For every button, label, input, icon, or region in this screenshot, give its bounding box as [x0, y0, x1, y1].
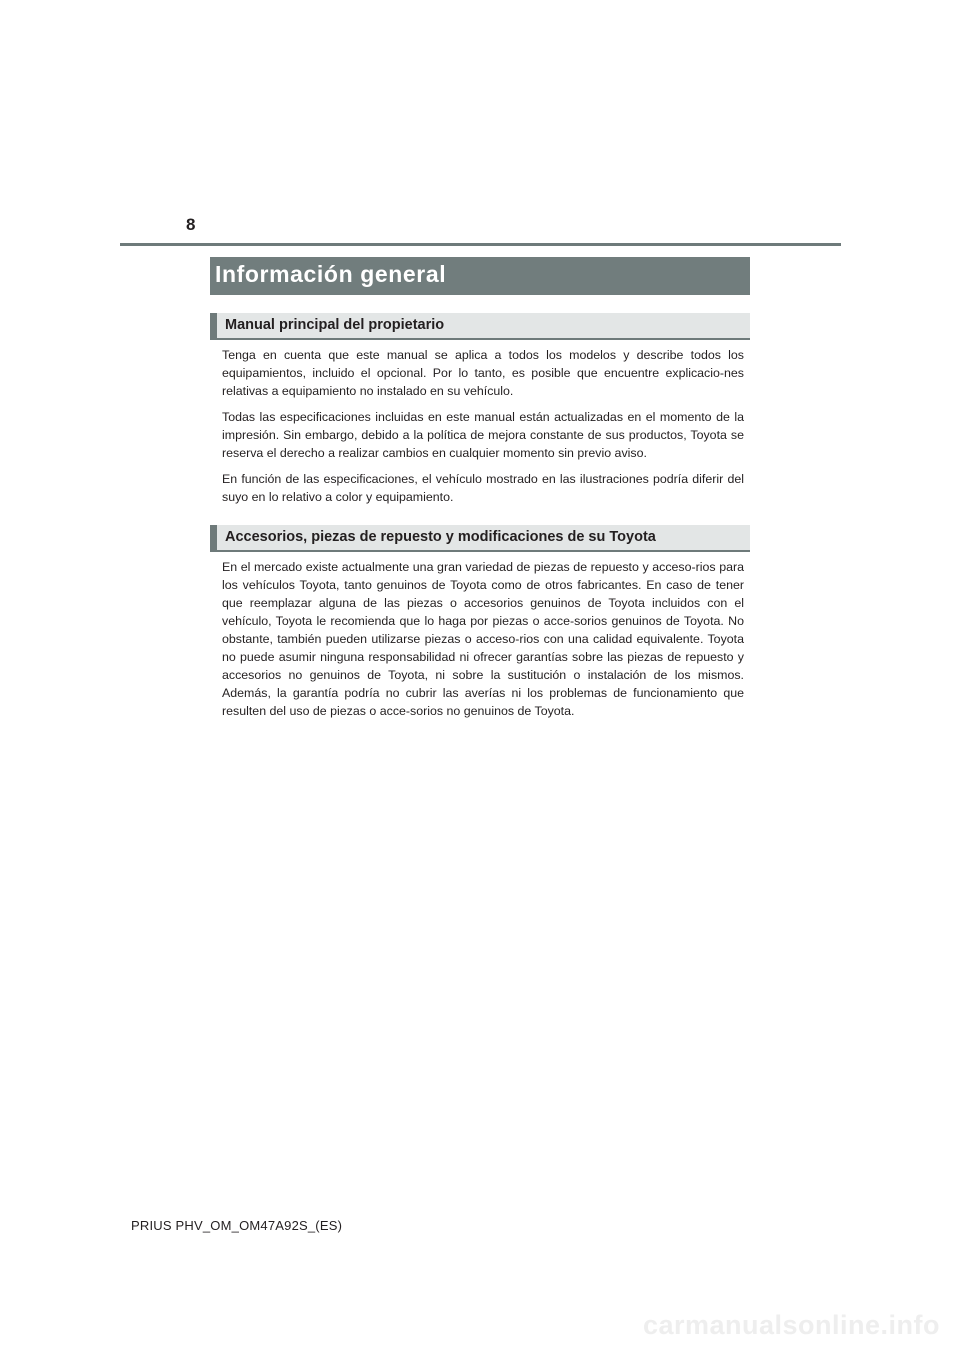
section-accent-bar — [210, 525, 217, 550]
top-rule — [120, 243, 841, 246]
page-title: Información general — [215, 261, 447, 287]
paragraph: Todas las especificaciones incluidas en este manual están actualizadas en el momento de la impresión. Sin embargo, debido a la política de mejora constante de sus productos, Toyota se reserva el derecho a realizar cambios en cualquier momento sin previo aviso. — [222, 410, 744, 460]
section-header-accessories — [210, 525, 750, 552]
paragraph: Tenga en cuenta que este manual se aplica a todos los modelos y describe todos los equipamientos, incluido el opcional. Por lo tanto, es posible que encuentre explicacio-nes relativas a equipamiento no instalado en su vehículo. — [222, 348, 744, 398]
footer-document-code: PRIUS PHV_OM_OM47A92S_(ES) — [131, 1218, 343, 1233]
section-body-accessories — [222, 558, 744, 728]
section-accent-bar — [210, 313, 217, 338]
page-number: 8 — [186, 215, 196, 234]
section-header-manual — [210, 313, 750, 340]
section-body-manual — [222, 346, 744, 514]
watermark-logo: carmanualsonline.info — [642, 1310, 940, 1340]
section-heading: Manual principal del propietario — [225, 317, 445, 333]
title-bar — [210, 257, 750, 295]
paragraph: En función de las especificaciones, el vehículo mostrado en las ilustraciones podría diferir del suyo en lo relativo a color y equipamiento. — [222, 472, 744, 504]
paragraph: En el mercado existe actualmente una gran variedad de piezas de repuesto y acceso-rios para los vehículos Toyota, tanto genuinos de Toyota como de otros fabricantes. En caso de tener que reemplazar alguna de las piezas o accesorios genuinos de Toyota incluidos con el vehículo, Toyota le recomienda que lo haga por piezas o acce-sorios genuinos de Toyota. No obstante, también pueden utilizarse piezas o acceso-rios con una calidad equivalente. Toyota no puede asumir ninguna responsabilidad ni ofrecer garantías sobre las piezas de repuesto y accesorios no genuinos de Toyota, ni sobre la sustitución o instalación de los mismos. Además, la garantía podría no cubrir las averías ni los problemas de funcionamiento que resulten del uso de piezas o acce-sorios no genuinos de Toyota. — [222, 560, 744, 718]
section-heading: Accesorios, piezas de repuesto y modificaciones de su Toyota — [225, 529, 656, 545]
